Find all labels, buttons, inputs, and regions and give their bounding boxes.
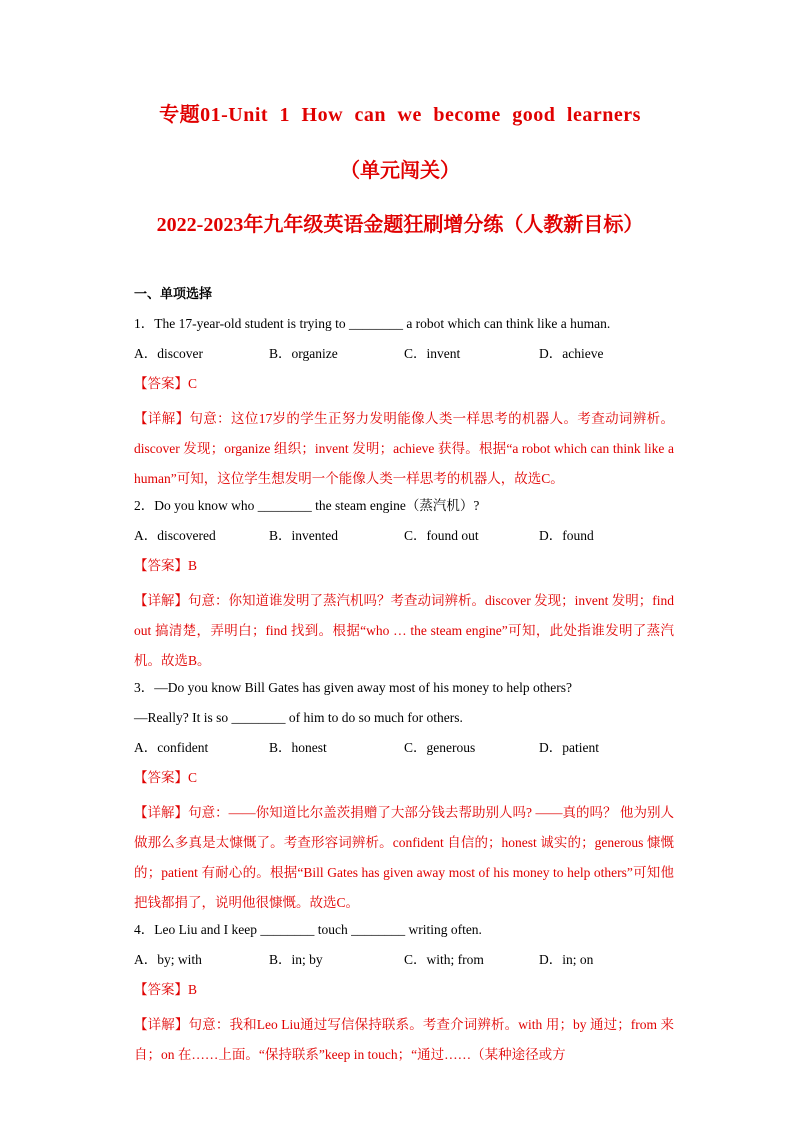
question-block [134,678,674,918]
option-c: C．generous [404,740,476,755]
answer: 【答案】C [134,770,198,785]
option-c: C．with; from [404,952,484,967]
answer: 【答案】C [134,376,198,391]
explanation: 【详解】句意：——你知道比尔盖茨捐赠了大部分钱去帮助别人吗? ——真的吗？ 他为别人做那么多真是太慷慨了。考查形容词辨析。confident 自信的；honest 诚实的；generous 慷慨的；patient 有耐心的。根据“Bill Gates has given away most of his money to help others”可知他把钱都捐了，说明他很慷慨。故选C。 [134,805,674,910]
explanation: 【详解】句意：这位17岁的学生正努力发明能像人类一样思考的机器人。考查动词辨析。discover 发现；organize 组织；invent 发明；achieve 获得。根据“a robot which can think like a human”可知，这位学生想发明一个能像人类一样思考的机器人，故选C。 [134,411,674,486]
question-stem: 1．The 17-year-old student is trying to ________ a robot which can think like a human. [134,316,611,331]
question-block [134,314,674,494]
question-stem: —Really? It is so ________ of him to do so much for others. [134,710,463,725]
explanation: 【详解】句意：我和Leo Liu通过写信保持联系。考查介词辨析。with 用；by 通过；from 来自；on 在……上面。“保持联系”keep in touch；“通过……（某种途径或方 [134,1017,674,1062]
title-line-1: 专题01-Unit 1 How can we become good learners [159,104,641,126]
option-a: A．discover [134,346,203,361]
option-d: D．achieve [539,346,604,361]
content [134,284,674,1072]
options-row [134,344,674,364]
options-row [134,526,674,546]
option-a: A．by; with [134,952,202,967]
title-line-2: （单元闯关） [340,160,460,182]
option-b: B．invented [269,528,338,543]
option-d: D．in; on [539,952,594,967]
option-d: D．patient [539,740,599,755]
option-b: B．honest [269,740,327,755]
explanation: 【详解】句意：你知道谁发明了蒸汽机吗？考查动词辨析。discover 发现；invent 发明；find out 搞清楚，弄明白；find 找到。根据“who … the steam engine”可知，此处指谁发明了蒸汽机。故选B。 [134,593,674,668]
option-a: A．discovered [134,528,216,543]
option-b: B．in; by [269,952,323,967]
question-list [134,314,674,1070]
answer: 【答案】B [134,982,198,997]
question-block [134,920,674,1070]
section-title: 一、单项选择 [134,286,213,301]
question-block [134,496,674,676]
question-stem: 2．Do you know who ________ the steam engine（蒸汽机）? [134,498,480,513]
option-d: D．found [539,528,594,543]
option-c: C．found out [404,528,479,543]
title-line-3: 2022-2023年九年级英语金题狂刷增分练（人教新目标） [156,214,644,236]
option-b: B．organize [269,346,338,361]
question-stem: 3．—Do you know Bill Gates has given away most of his money to help others? [134,680,572,695]
options-row [134,950,674,970]
option-c: C．invent [404,346,461,361]
option-a: A．confident [134,740,209,755]
answer: 【答案】B [134,558,198,573]
question-stem: 4．Leo Liu and I keep ________ touch ________ writing often. [134,922,482,937]
options-row [134,738,674,758]
